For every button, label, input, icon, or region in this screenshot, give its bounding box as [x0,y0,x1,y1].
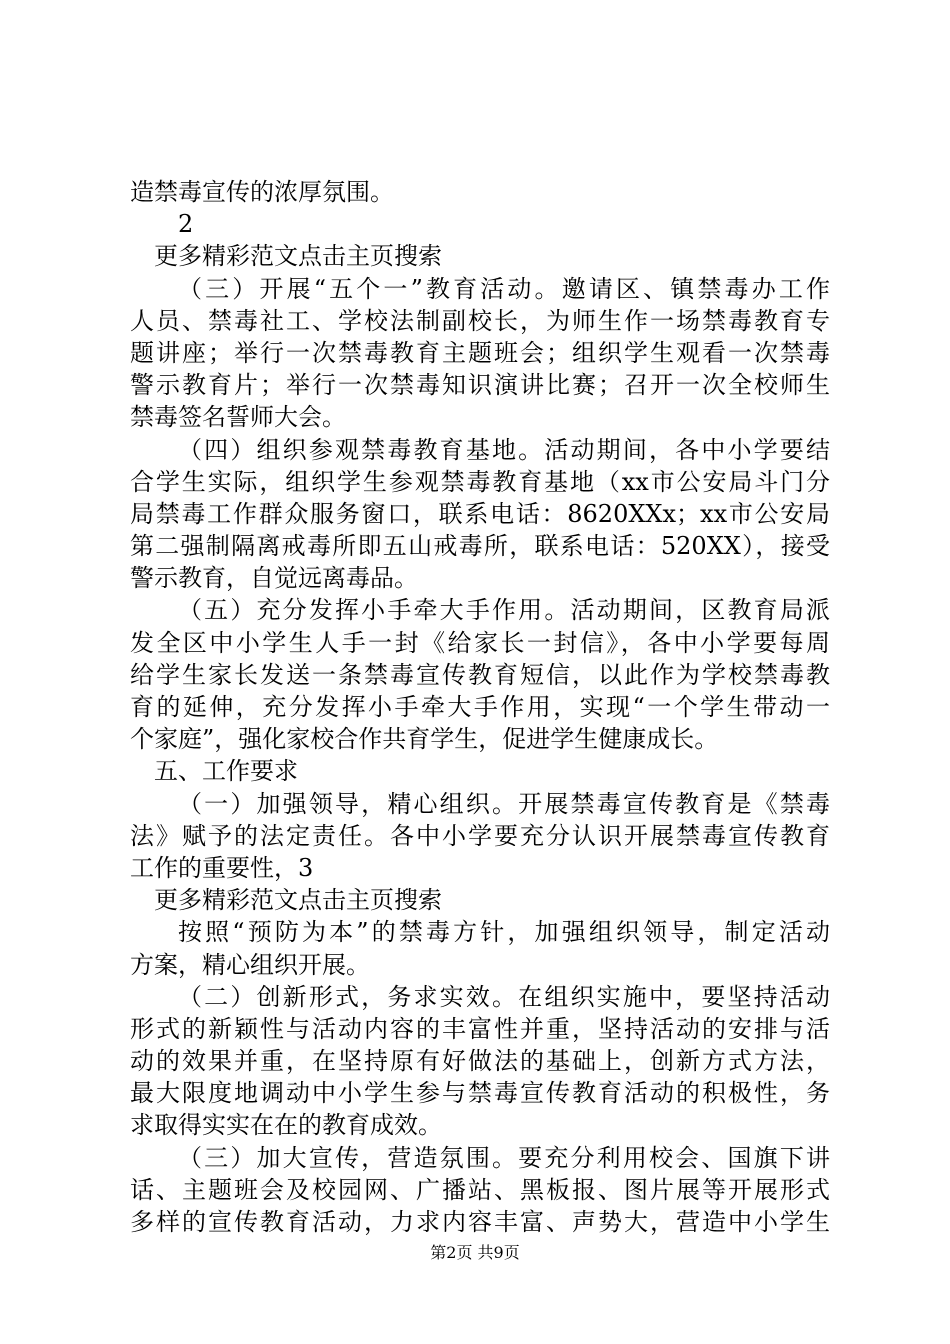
text-line: 更多精彩范文点击主页搜索 [154,886,442,915]
text-line: 2 [178,210,194,239]
text-line: （二）创新形式，务求实效。在组织实施中，要坚持活动 [178,982,830,1011]
text-line: 给学生家长发送一条禁毒宣传教育短信，以此作为学校禁毒教 [130,660,830,689]
text-line: 育的延伸，充分发挥小手牵大手作用，实现“一个学生带动一 [130,693,830,721]
text-line: 最大限度地调动中小学生参与禁毒宣传教育活动的积极性，务 [130,1079,830,1108]
text-line: 个家庭”，强化家校合作共育学生，促进学生健康成长。 [130,725,719,754]
text-line: （四）组织参观禁毒教育基地。活动期间，各中小学要结 [178,435,830,464]
text-line: 局禁毒工作群众服务窗口，联系电话：8620XXx；xx市公安局 [130,499,830,528]
text-line: 按照“预防为本”的禁毒方针，加强组织领导，制定活动 [178,918,830,947]
text-line: 警示教育，自觉远离毒品。 [130,564,418,593]
text-line: 更多精彩范文点击主页搜索 [154,242,442,271]
text-line: 法》赋予的法定责任。各中小学要充分认识开展禁毒宣传教育 [130,821,830,850]
text-line: 人员、禁毒社工、学校法制副校长，为师生作一场禁毒教育专 [130,306,830,335]
text-line: 方案，精心组织开展。 [130,950,370,979]
text-line: （三）开展“五个一”教育活动。邀请区、镇禁毒办工作 [178,274,830,303]
text-line: 发全区中小学生人手一封《给家长一封信》，各中小学要每周 [130,628,830,657]
text-line: 五、工作要求 [154,757,298,786]
text-line: （五）充分发挥小手牵大手作用。活动期间，区教育局派 [178,596,830,625]
text-line: 禁毒签名誓师大会。 [130,403,346,432]
text-line: （三）加大宣传，营造氛围。要充分利用校会、国旗下讲 [178,1143,830,1172]
text-line: 话、主题班会及校园网、广播站、黑板报、图片展等开展形式 [130,1175,830,1204]
text-line: 工作的重要性，3 [130,853,314,882]
text-line: 第二强制隔离戒毒所即五山戒毒所，联系电话：520XX），接受 [130,532,830,561]
text-line: 警示教育片；举行一次禁毒知识演讲比赛；召开一次全校师生 [130,371,830,400]
text-line: 形式的新颖性与活动内容的丰富性并重，坚持活动的安排与活 [130,1014,830,1043]
text-line: 多样的宣传教育活动，力求内容丰富、声势大，营造中小学生 [130,1208,830,1236]
text-line: 合学生实际，组织学生参观禁毒教育基地（xx市公安局斗门分 [130,467,830,496]
text-line: 求取得实实在在的教育成效。 [130,1111,442,1140]
text-line: 造禁毒宣传的浓厚氛围。 [130,178,394,206]
text-line: 动的效果并重，在坚持原有好做法的基础上，创新方式方法， [130,1047,830,1076]
text-line: 题讲座；举行一次禁毒教育主题班会；组织学生观看一次禁毒 [130,338,830,367]
page-number: 第2页 共9页 [430,1243,520,1262]
document-body [130,176,830,1238]
text-line: （一）加强领导，精心组织。开展禁毒宣传教育是《禁毒 [178,789,830,818]
